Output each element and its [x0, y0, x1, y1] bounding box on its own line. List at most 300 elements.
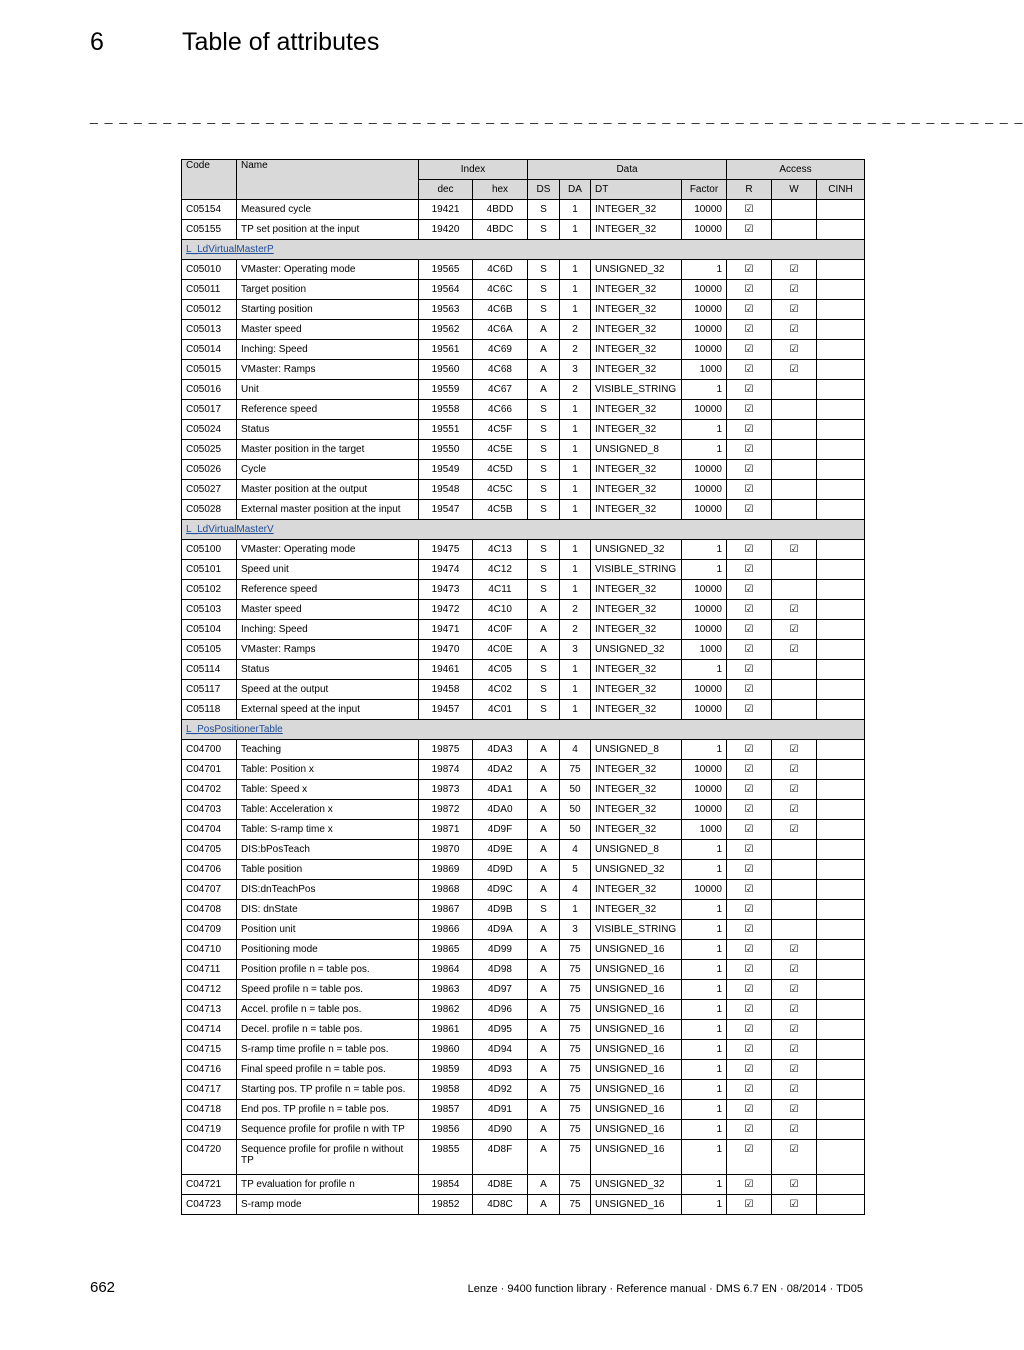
cell-code: C04711: [182, 960, 237, 980]
cell-hex: 4C0F: [473, 620, 528, 640]
cell-hex: 4C5B: [473, 500, 528, 520]
cell-dt: UNSIGNED_32: [591, 640, 682, 660]
header-dt: DT: [591, 180, 682, 200]
header-r: R: [727, 180, 772, 200]
cell-read-access: ☑: [727, 860, 772, 880]
header-access: Access: [727, 160, 865, 180]
cell-read-access: ☑: [727, 700, 772, 720]
cell-name: VMaster: Operating mode: [237, 540, 419, 560]
cell-code: C04707: [182, 880, 237, 900]
cell-cinh: [817, 540, 865, 560]
cell-read-access: ☑: [727, 1000, 772, 1020]
cell-da: 75: [560, 960, 591, 980]
cell-cinh: [817, 1020, 865, 1040]
cell-read-access: ☑: [727, 200, 772, 220]
header-dec: dec: [419, 180, 473, 200]
cell-name: DIS: dnState: [237, 900, 419, 920]
cell-name: Position profile n = table pos.: [237, 960, 419, 980]
cell-hex: 4C02: [473, 680, 528, 700]
cell-write-access: [772, 860, 817, 880]
cell-dt: UNSIGNED_16: [591, 1100, 682, 1120]
cell-dec: 19852: [419, 1195, 473, 1215]
table-row: [182, 420, 865, 440]
cell-name: Master speed: [237, 600, 419, 620]
header-factor: Factor: [682, 180, 727, 200]
cell-dec: 19560: [419, 360, 473, 380]
cell-code: C04710: [182, 940, 237, 960]
cell-name: Sequence profile for profile n without TP: [237, 1140, 419, 1175]
cell-ds: A: [528, 1060, 560, 1080]
header-da: DA: [560, 180, 591, 200]
cell-ds: A: [528, 1020, 560, 1040]
cell-factor: 1: [682, 840, 727, 860]
cell-factor: 10000: [682, 800, 727, 820]
cell-da: 1: [560, 500, 591, 520]
cell-write-access: ☑: [772, 280, 817, 300]
cell-da: 75: [560, 1020, 591, 1040]
cell-cinh: [817, 260, 865, 280]
cell-name: Position unit: [237, 920, 419, 940]
cell-factor: 1000: [682, 820, 727, 840]
cell-code: C05100: [182, 540, 237, 560]
cell-read-access: ☑: [727, 580, 772, 600]
cell-da: 2: [560, 620, 591, 640]
cell-factor: 1: [682, 1020, 727, 1040]
table-row: [182, 360, 865, 380]
cell-read-access: ☑: [727, 340, 772, 360]
cell-dec: 19854: [419, 1175, 473, 1195]
cell-write-access: ☑: [772, 260, 817, 280]
cell-read-access: ☑: [727, 880, 772, 900]
table-row: [182, 300, 865, 320]
cell-dt: UNSIGNED_16: [591, 940, 682, 960]
cell-dt: INTEGER_32: [591, 760, 682, 780]
cell-name: S-ramp mode: [237, 1195, 419, 1215]
cell-read-access: ☑: [727, 360, 772, 380]
cell-write-access: ☑: [772, 600, 817, 620]
cell-write-access: ☑: [772, 940, 817, 960]
section-link[interactable]: L_LdVirtualMasterP: [186, 244, 274, 255]
cell-code: C04721: [182, 1175, 237, 1195]
cell-code: C05017: [182, 400, 237, 420]
cell-write-access: ☑: [772, 760, 817, 780]
cell-cinh: [817, 280, 865, 300]
section-cell: [182, 720, 865, 740]
cell-factor: 10000: [682, 300, 727, 320]
cell-cinh: [817, 1175, 865, 1195]
cell-hex: 4DA1: [473, 780, 528, 800]
cell-read-access: ☑: [727, 1175, 772, 1195]
cell-read-access: ☑: [727, 440, 772, 460]
cell-ds: S: [528, 420, 560, 440]
cell-factor: 1: [682, 960, 727, 980]
cell-read-access: ☑: [727, 1020, 772, 1040]
table-row: [182, 980, 865, 1000]
cell-dt: INTEGER_32: [591, 220, 682, 240]
cell-read-access: ☑: [727, 1100, 772, 1120]
cell-dt: UNSIGNED_16: [591, 1120, 682, 1140]
cell-name: Sequence profile for profile n with TP: [237, 1120, 419, 1140]
cell-write-access: ☑: [772, 800, 817, 820]
cell-read-access: ☑: [727, 960, 772, 980]
cell-dt: UNSIGNED_32: [591, 860, 682, 880]
cell-factor: 10000: [682, 500, 727, 520]
cell-code: C05102: [182, 580, 237, 600]
chapter-title: Table of attributes: [182, 28, 380, 56]
cell-da: 75: [560, 1080, 591, 1100]
cell-da: 75: [560, 980, 591, 1000]
header-ds: DS: [528, 180, 560, 200]
cell-factor: 1: [682, 900, 727, 920]
cell-dt: UNSIGNED_8: [591, 840, 682, 860]
cell-name: Positioning mode: [237, 940, 419, 960]
cell-read-access: ☑: [727, 420, 772, 440]
cell-hex: 4D98: [473, 960, 528, 980]
cell-ds: A: [528, 1000, 560, 1020]
cell-ds: A: [528, 380, 560, 400]
header-name: Name: [237, 160, 419, 200]
cell-code: C05101: [182, 560, 237, 580]
table-row: [182, 1040, 865, 1060]
cell-dec: 19470: [419, 640, 473, 660]
cell-name: Master speed: [237, 320, 419, 340]
cell-ds: A: [528, 880, 560, 900]
cell-dec: 19863: [419, 980, 473, 1000]
cell-hex: 4C68: [473, 360, 528, 380]
cell-ds: A: [528, 840, 560, 860]
cell-code: C05117: [182, 680, 237, 700]
cell-dt: UNSIGNED_16: [591, 1060, 682, 1080]
cell-ds: A: [528, 360, 560, 380]
cell-read-access: ☑: [727, 1060, 772, 1080]
cell-hex: 4D93: [473, 1060, 528, 1080]
cell-hex: 4D8E: [473, 1175, 528, 1195]
cell-factor: 1: [682, 660, 727, 680]
cell-factor: 10000: [682, 600, 727, 620]
table-row: [182, 1120, 865, 1140]
cell-ds: A: [528, 820, 560, 840]
cell-da: 4: [560, 840, 591, 860]
cell-hex: 4BDC: [473, 220, 528, 240]
cell-hex: 4C67: [473, 380, 528, 400]
cell-code: C04717: [182, 1080, 237, 1100]
cell-da: 50: [560, 820, 591, 840]
section-link[interactable]: L_PosPositionerTable: [186, 724, 283, 735]
cell-dt: INTEGER_32: [591, 700, 682, 720]
table-row: [182, 960, 865, 980]
table-row: [182, 440, 865, 460]
table-row: [182, 760, 865, 780]
cell-factor: 1: [682, 560, 727, 580]
cell-cinh: [817, 1100, 865, 1120]
cell-ds: A: [528, 320, 560, 340]
cell-dec: 19458: [419, 680, 473, 700]
cell-cinh: [817, 1195, 865, 1215]
cell-dec: 19558: [419, 400, 473, 420]
cell-factor: 10000: [682, 280, 727, 300]
cell-hex: 4C6A: [473, 320, 528, 340]
cell-factor: 10000: [682, 760, 727, 780]
cell-dt: VISIBLE_STRING: [591, 560, 682, 580]
cell-hex: 4D91: [473, 1100, 528, 1120]
cell-code: C04704: [182, 820, 237, 840]
cell-write-access: ☑: [772, 980, 817, 1000]
cell-factor: 1: [682, 1080, 727, 1100]
cell-da: 1: [560, 300, 591, 320]
cell-write-access: ☑: [772, 1140, 817, 1175]
cell-name: Inching: Speed: [237, 340, 419, 360]
cell-factor: 10000: [682, 780, 727, 800]
cell-factor: 1: [682, 420, 727, 440]
table-row: [182, 540, 865, 560]
cell-name: Status: [237, 420, 419, 440]
cell-read-access: ☑: [727, 540, 772, 560]
cell-write-access: ☑: [772, 820, 817, 840]
cell-read-access: ☑: [727, 940, 772, 960]
cell-ds: A: [528, 740, 560, 760]
cell-read-access: ☑: [727, 220, 772, 240]
table-row: [182, 660, 865, 680]
cell-factor: 10000: [682, 200, 727, 220]
cell-write-access: ☑: [772, 1120, 817, 1140]
cell-cinh: [817, 300, 865, 320]
cell-cinh: [817, 560, 865, 580]
cell-da: 75: [560, 1175, 591, 1195]
cell-dec: 19475: [419, 540, 473, 560]
cell-hex: 4C5C: [473, 480, 528, 500]
cell-name: Measured cycle: [237, 200, 419, 220]
cell-name: Reference speed: [237, 580, 419, 600]
cell-factor: 10000: [682, 340, 727, 360]
table-row: [182, 560, 865, 580]
cell-write-access: [772, 220, 817, 240]
cell-cinh: [817, 1040, 865, 1060]
cell-factor: 1: [682, 1100, 727, 1120]
table-row: [182, 220, 865, 240]
cell-da: 1: [560, 680, 591, 700]
cell-hex: 4C0E: [473, 640, 528, 660]
cell-code: C04702: [182, 780, 237, 800]
cell-hex: 4C12: [473, 560, 528, 580]
cell-name: Cycle: [237, 460, 419, 480]
section-link[interactable]: L_LdVirtualMasterV: [186, 524, 274, 535]
cell-code: C05010: [182, 260, 237, 280]
table-row: [182, 700, 865, 720]
cell-read-access: ☑: [727, 920, 772, 940]
cell-hex: 4D8C: [473, 1195, 528, 1215]
table-row: [182, 340, 865, 360]
cell-dt: INTEGER_32: [591, 660, 682, 680]
cell-dt: INTEGER_32: [591, 620, 682, 640]
table-row: [182, 820, 865, 840]
cell-hex: 4C10: [473, 600, 528, 620]
cell-write-access: ☑: [772, 960, 817, 980]
cell-da: 1: [560, 660, 591, 680]
table-row: [182, 260, 865, 280]
cell-da: 2: [560, 600, 591, 620]
cell-dt: UNSIGNED_16: [591, 1080, 682, 1100]
cell-code: C05011: [182, 280, 237, 300]
cell-name: Speed unit: [237, 560, 419, 580]
cell-factor: 10000: [682, 700, 727, 720]
cell-ds: A: [528, 1140, 560, 1175]
cell-dt: UNSIGNED_32: [591, 260, 682, 280]
cell-write-access: [772, 380, 817, 400]
cell-dt: INTEGER_32: [591, 320, 682, 340]
table-row: [182, 480, 865, 500]
cell-write-access: [772, 440, 817, 460]
cell-dt: INTEGER_32: [591, 200, 682, 220]
cell-code: C05014: [182, 340, 237, 360]
cell-da: 3: [560, 920, 591, 940]
cell-factor: 1: [682, 540, 727, 560]
cell-code: C04703: [182, 800, 237, 820]
table-row: [182, 780, 865, 800]
cell-ds: S: [528, 220, 560, 240]
page-number: 662: [90, 1279, 116, 1296]
cell-hex: 4BDD: [473, 200, 528, 220]
cell-dec: 19867: [419, 900, 473, 920]
cell-write-access: ☑: [772, 1040, 817, 1060]
cell-hex: 4C6B: [473, 300, 528, 320]
cell-dec: 19473: [419, 580, 473, 600]
cell-factor: 10000: [682, 320, 727, 340]
cell-dt: UNSIGNED_16: [591, 1000, 682, 1020]
cell-read-access: ☑: [727, 320, 772, 340]
cell-hex: 4D90: [473, 1120, 528, 1140]
cell-da: 1: [560, 480, 591, 500]
chapter-number: 6: [90, 28, 104, 56]
cell-code: C04708: [182, 900, 237, 920]
cell-dt: INTEGER_32: [591, 400, 682, 420]
cell-factor: 1: [682, 1040, 727, 1060]
cell-name: DIS:dnTeachPos: [237, 880, 419, 900]
cell-hex: 4C66: [473, 400, 528, 420]
cell-ds: A: [528, 1100, 560, 1120]
cell-write-access: [772, 880, 817, 900]
cell-dec: 19868: [419, 880, 473, 900]
cell-read-access: ☑: [727, 640, 772, 660]
cell-dt: INTEGER_32: [591, 500, 682, 520]
cell-da: 75: [560, 1000, 591, 1020]
cell-dt: UNSIGNED_16: [591, 1195, 682, 1215]
cell-cinh: [817, 400, 865, 420]
header-hex: hex: [473, 180, 528, 200]
header-w: W: [772, 180, 817, 200]
cell-dec: 19857: [419, 1100, 473, 1120]
cell-name: Target position: [237, 280, 419, 300]
cell-ds: A: [528, 1175, 560, 1195]
cell-hex: 4C13: [473, 540, 528, 560]
cell-name: Speed profile n = table pos.: [237, 980, 419, 1000]
cell-da: 1: [560, 560, 591, 580]
cell-hex: 4C5E: [473, 440, 528, 460]
cell-cinh: [817, 380, 865, 400]
cell-cinh: [817, 800, 865, 820]
cell-name: Accel. profile n = table pos.: [237, 1000, 419, 1020]
cell-dt: INTEGER_32: [591, 780, 682, 800]
cell-da: 75: [560, 1040, 591, 1060]
cell-read-access: ☑: [727, 780, 772, 800]
section-cell: [182, 520, 865, 540]
cell-code: C05155: [182, 220, 237, 240]
cell-write-access: [772, 500, 817, 520]
cell-cinh: [817, 940, 865, 960]
cell-write-access: ☑: [772, 1020, 817, 1040]
table-row: [182, 920, 865, 940]
cell-name: Reference speed: [237, 400, 419, 420]
cell-read-access: ☑: [727, 1195, 772, 1215]
cell-cinh: [817, 1140, 865, 1175]
cell-cinh: [817, 920, 865, 940]
cell-read-access: ☑: [727, 1140, 772, 1175]
cell-dec: 19871: [419, 820, 473, 840]
cell-dec: 19461: [419, 660, 473, 680]
cell-factor: 1: [682, 1060, 727, 1080]
table-row: [182, 1175, 865, 1195]
cell-factor: 10000: [682, 620, 727, 640]
cell-dt: UNSIGNED_8: [591, 740, 682, 760]
cell-dt: UNSIGNED_32: [591, 1175, 682, 1195]
table-header: [182, 160, 865, 200]
cell-dec: 19457: [419, 700, 473, 720]
cell-cinh: [817, 700, 865, 720]
cell-code: C05104: [182, 620, 237, 640]
cell-cinh: [817, 420, 865, 440]
cell-ds: A: [528, 920, 560, 940]
table-row: [182, 1195, 865, 1215]
table-row: [182, 740, 865, 760]
cell-ds: A: [528, 1195, 560, 1215]
cell-name: Speed at the output: [237, 680, 419, 700]
cell-dec: 19421: [419, 200, 473, 220]
cell-name: VMaster: Ramps: [237, 640, 419, 660]
table-row: [182, 200, 865, 220]
cell-code: C04706: [182, 860, 237, 880]
cell-name: Table: Position x: [237, 760, 419, 780]
cell-read-access: ☑: [727, 500, 772, 520]
cell-dt: INTEGER_32: [591, 360, 682, 380]
cell-ds: S: [528, 580, 560, 600]
cell-write-access: ☑: [772, 780, 817, 800]
cell-name: Inching: Speed: [237, 620, 419, 640]
cell-code: C04705: [182, 840, 237, 860]
cell-ds: A: [528, 980, 560, 1000]
table-row: [182, 400, 865, 420]
cell-hex: 4D8F: [473, 1140, 528, 1175]
section-row: [182, 240, 865, 260]
cell-dec: 19559: [419, 380, 473, 400]
table-row: [182, 860, 865, 880]
cell-hex: 4DA3: [473, 740, 528, 760]
cell-dt: UNSIGNED_8: [591, 440, 682, 460]
table-row: [182, 580, 865, 600]
cell-code: C04701: [182, 760, 237, 780]
cell-write-access: [772, 700, 817, 720]
cell-hex: 4C01: [473, 700, 528, 720]
cell-da: 2: [560, 320, 591, 340]
cell-name: Master position in the target: [237, 440, 419, 460]
cell-cinh: [817, 640, 865, 660]
cell-ds: S: [528, 280, 560, 300]
cell-dt: INTEGER_32: [591, 820, 682, 840]
cell-hex: 4C5F: [473, 420, 528, 440]
cell-cinh: [817, 780, 865, 800]
cell-da: 1: [560, 580, 591, 600]
cell-name: Starting pos. TP profile n = table pos.: [237, 1080, 419, 1100]
cell-read-access: ☑: [727, 680, 772, 700]
cell-read-access: ☑: [727, 1040, 772, 1060]
